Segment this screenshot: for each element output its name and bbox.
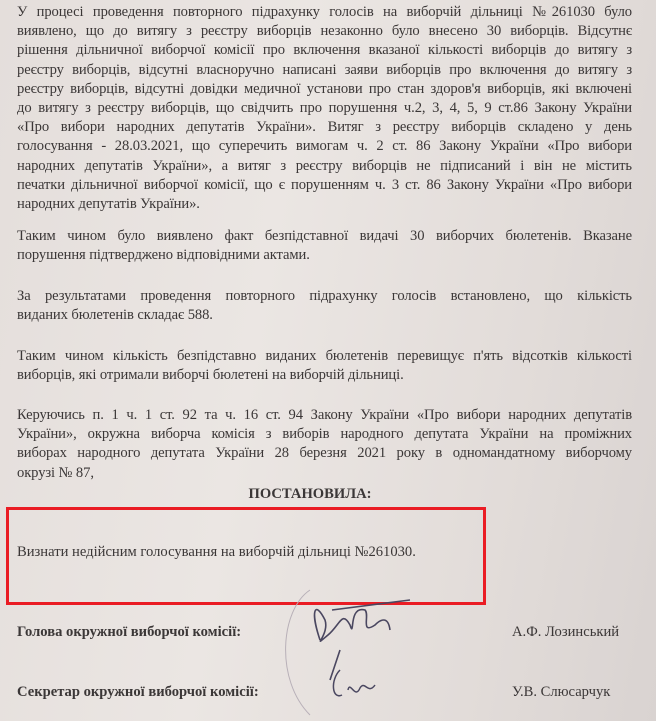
paragraph-3-line: виданих бюлетенів складає 588. (17, 307, 213, 324)
paragraph-1-line: виявлено, що до витягу з реєстру виборців незаконно було внесено 30 виборців. Відсутнє (17, 23, 632, 40)
chairman-label: Голова окружної виборчої комісії: (17, 624, 242, 640)
paragraph-5-line: Керуючись п. 1 ч. 1 ст. 92 та ч. 16 ст. 94 Закону України «Про вибори народних депутатів (17, 407, 632, 423)
paragraph-1-line: до витягу з реєстру виборців, що свідчить про порушення ч.2, 3, 4, 5, 9 ст.86 Закону України (17, 100, 632, 116)
paragraph-4-line: Таким чином кількість безпідставно виданих бюлетенів перевищує п'ять відсотків кількості (17, 348, 632, 364)
secretary-name: У.В. Слюсарчук (512, 684, 611, 700)
paragraph-3-line: За результатами проведення повторного підрахунку голосів встановлено, що кількість (17, 288, 632, 304)
paragraph-1-line: рішення дільничної виборчої комісії про включення вказаної кількості виборців до витягу з (17, 42, 632, 59)
paragraph-2-line: порушення підтверджено відповідними актами. (17, 247, 310, 264)
paragraph-1-line: народних депутатів України». (17, 196, 200, 212)
paragraph-5-line: України», окружна виборча комісія з виборів народного депутата України на проміжних (17, 426, 632, 443)
decision-text: Визнати недійсним голосування на виборчій дільниці №261030. (17, 544, 416, 560)
paragraph-5-line: виборах народного депутата України 28 березня 2021 року в одномандатному виборчому (17, 445, 632, 462)
paragraph-4-line: виборців, які отримали виборчі бюлетені на виборчій дільниці. (17, 367, 404, 384)
paragraph-1-line: «Про вибори народних депутатів України». Витяг з реєстру виборців складено у день (17, 119, 632, 136)
paragraph-1-line: печатки дільничної виборчої комісії, що є порушенням ч. 3 ст. 86 Закону України «Про вибори (17, 176, 632, 193)
paragraph-2-line: Таким чином було виявлено факт безпідставної видачі 30 виборчих бюлетенів. Вказане (17, 228, 632, 244)
paragraph-5-line: окрузі № 87, (17, 464, 94, 481)
resolution-title: ПОСТАНОВИЛА: (248, 486, 372, 502)
chairman-name: А.Ф. Лозинський (512, 624, 620, 640)
paragraph-1-line: У процесі проведення повторного підрахунку голосів на виборчій дільниці №261030 було (17, 4, 632, 20)
paragraph-1-line: реєстру виборців, відсутні власноручно написані заяви виборців про включення до витягу з (17, 61, 632, 78)
secretary-label: Секретар окружної виборчої комісії: (17, 684, 259, 700)
paragraph-1-line: голосування - 28.03.2021, що суперечить вимогам ч. 2 ст. 86 Закону України «Про вибори (17, 138, 632, 155)
paragraph-1-line: реєстру виборців, відсутні довідки медичної установи про стан здоров'я виборців, які включені (17, 80, 632, 97)
stamp-and-signatures (270, 580, 430, 721)
paragraph-1-line: народних депутатів України», а витяг з реєстру виборців не підписаний і він не містить (17, 157, 632, 174)
